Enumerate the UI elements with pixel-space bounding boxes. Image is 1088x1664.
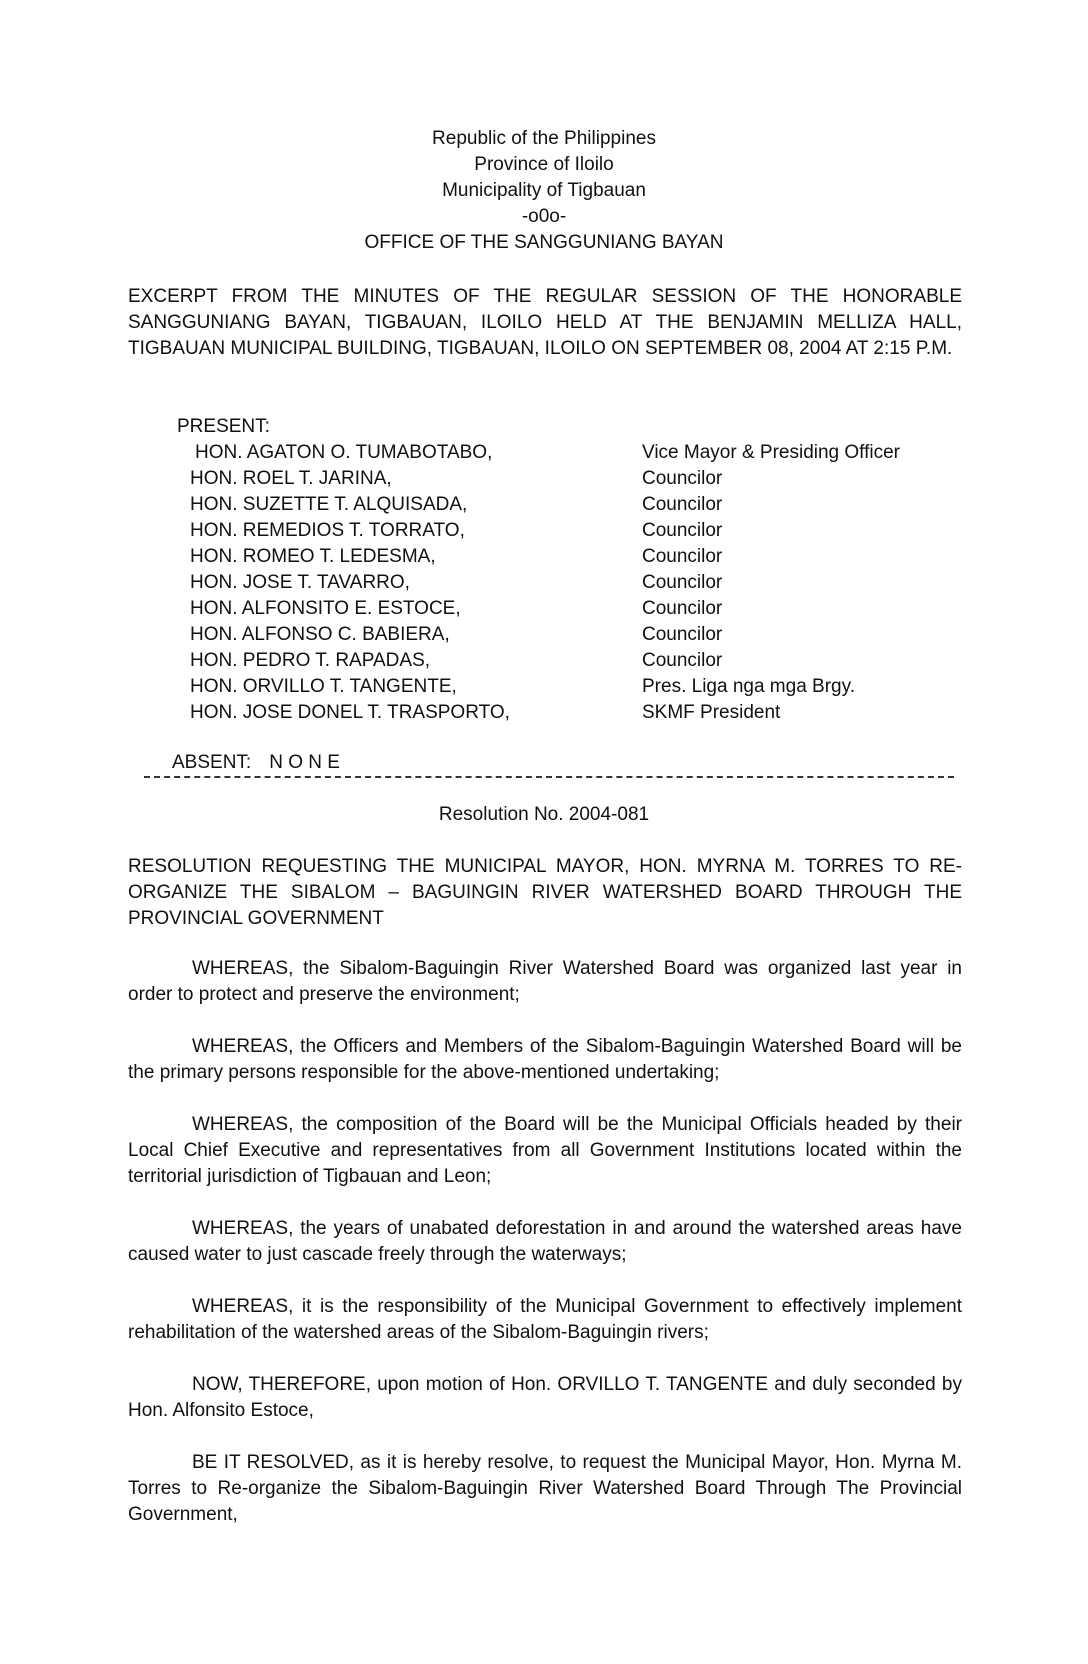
dashed-divider: [144, 776, 954, 778]
attendee-name: HON. JOSE T. TAVARRO,: [190, 572, 410, 593]
resolution-number: Resolution No. 2004-081: [438, 804, 650, 825]
attendee-role: Councilor: [642, 546, 723, 567]
whereas-paragraph: [128, 1034, 962, 1086]
motion-paragraph: [128, 1372, 962, 1424]
attendee-list: [190, 440, 990, 726]
attendee-row: [195, 440, 995, 466]
attendee-role: Councilor: [642, 624, 723, 645]
whereas-paragraph: [128, 1216, 962, 1268]
attendee-role: SKMF President: [642, 702, 781, 723]
attendee-name: HON. JOSE DONEL T. TRASPORTO,: [190, 702, 510, 723]
attendee-row: [190, 700, 990, 726]
attendee-role: Councilor: [642, 468, 723, 489]
attendee-role: Vice Mayor & Presiding Officer: [642, 442, 901, 463]
attendee-row: [190, 570, 990, 596]
absent-label: ABSENT:: [172, 752, 252, 773]
attendee-name: HON. AGATON O. TUMABOTABO,: [195, 442, 493, 463]
attendee-role: Councilor: [642, 650, 723, 671]
attendee-role: Councilor: [642, 520, 723, 541]
paragraph-text: WHEREAS, it is the responsibility of the Municipal Government to effectively implement rehabilitation of the watershed areas of the Sibalom-Baguingin rivers;: [128, 1296, 962, 1343]
paragraph-text: WHEREAS, the Officers and Members of the Sibalom-Baguingin Watershed Board will be the primary persons responsible for the above-mentioned undertaking;: [128, 1036, 962, 1083]
attendee-role: Pres. Liga nga mga Brgy.: [642, 676, 855, 697]
attendee-name: HON. PEDRO T. RAPADAS,: [190, 650, 431, 671]
excerpt-heading: EXCERPT FROM THE MINUTES OF THE REGULAR SESSION OF THE HONORABLE SANGGUNIANG BAYAN, TIGBAUAN, ILOILO HELD AT THE BENJAMIN MELLIZA HALL, TIGBAUAN MUNICIPAL BUILDING, TIGBAUAN, ILOILO ON SEPTEMBER 08, 2004 AT 2:15 P.M.: [128, 286, 962, 359]
paragraph-text: BE IT RESOLVED, as it is hereby resolve, to request the Municipal Mayor, Hon. Myrna M. Torres to Re-organize the Sibalom-Baguingin River Watershed Board Through The Provincial Government,: [128, 1452, 962, 1525]
letterhead: [0, 126, 1088, 256]
attendee-name: HON. ALFONSO C. BABIERA,: [190, 624, 450, 645]
resolved-paragraph: [128, 1450, 962, 1528]
attendee-name: HON. REMEDIOS T. TORRATO,: [190, 520, 465, 541]
absent-value: N O N E: [269, 752, 340, 773]
attendee-row: [190, 596, 990, 622]
attendee-row: [190, 648, 990, 674]
attendee-name: HON. ROEL T. JARINA,: [190, 468, 392, 489]
whereas-paragraph: [128, 956, 962, 1008]
header-separator: -o0o-: [521, 206, 567, 227]
attendee-name: HON. SUZETTE T. ALQUISADA,: [190, 494, 468, 515]
attendee-role: Councilor: [642, 572, 723, 593]
header-office: OFFICE OF THE SANGGUNIANG BAYAN: [364, 232, 724, 253]
attendee-row: [190, 518, 990, 544]
attendee-row: [190, 466, 990, 492]
paragraph-text: NOW, THEREFORE, upon motion of Hon. ORVILLO T. TANGENTE and duly seconded by Hon. Alfonsito Estoce,: [128, 1374, 962, 1421]
paragraph-text: WHEREAS, the composition of the Board will be the Municipal Officials headed by their Local Chief Executive and representatives from all Government Institutions located within the territorial jurisdiction of Tigbauan and Leon;: [128, 1114, 962, 1187]
resolution-title: RESOLUTION REQUESTING THE MUNICIPAL MAYOR, HON. MYRNA M. TORRES TO RE-ORGANIZE THE SIBALOM – BAGUINGIN RIVER WATERSHED BOARD THROUGH THE PROVINCIAL GOVERNMENT: [128, 856, 962, 929]
whereas-paragraph: [128, 1294, 962, 1346]
present-label: PRESENT:: [177, 416, 270, 437]
header-republic: Republic of the Philippines: [432, 128, 656, 149]
absent-line: [172, 750, 340, 776]
attendee-row: [190, 674, 990, 700]
header-province: Province of Iloilo: [474, 154, 614, 175]
attendee-name: HON. ROMEO T. LEDESMA,: [190, 546, 436, 567]
header-municipality: Municipality of Tigbauan: [442, 180, 646, 201]
attendee-row: [190, 622, 990, 648]
attendee-role: Councilor: [642, 598, 723, 619]
paragraph-text: WHEREAS, the years of unabated deforestation in and around the watershed areas have caused water to just cascade freely through the waterways;: [128, 1218, 962, 1265]
attendee-role: Councilor: [642, 494, 723, 515]
attendee-row: [190, 492, 990, 518]
attendee-row: [190, 544, 990, 570]
whereas-paragraph: [128, 1112, 962, 1190]
paragraph-text: WHEREAS, the Sibalom-Baguingin River Watershed Board was organized last year in order to protect and preserve the environment;: [128, 958, 962, 1005]
attendee-name: HON. ALFONSITO E. ESTOCE,: [190, 598, 461, 619]
attendee-name: HON. ORVILLO T. TANGENTE,: [190, 676, 457, 697]
